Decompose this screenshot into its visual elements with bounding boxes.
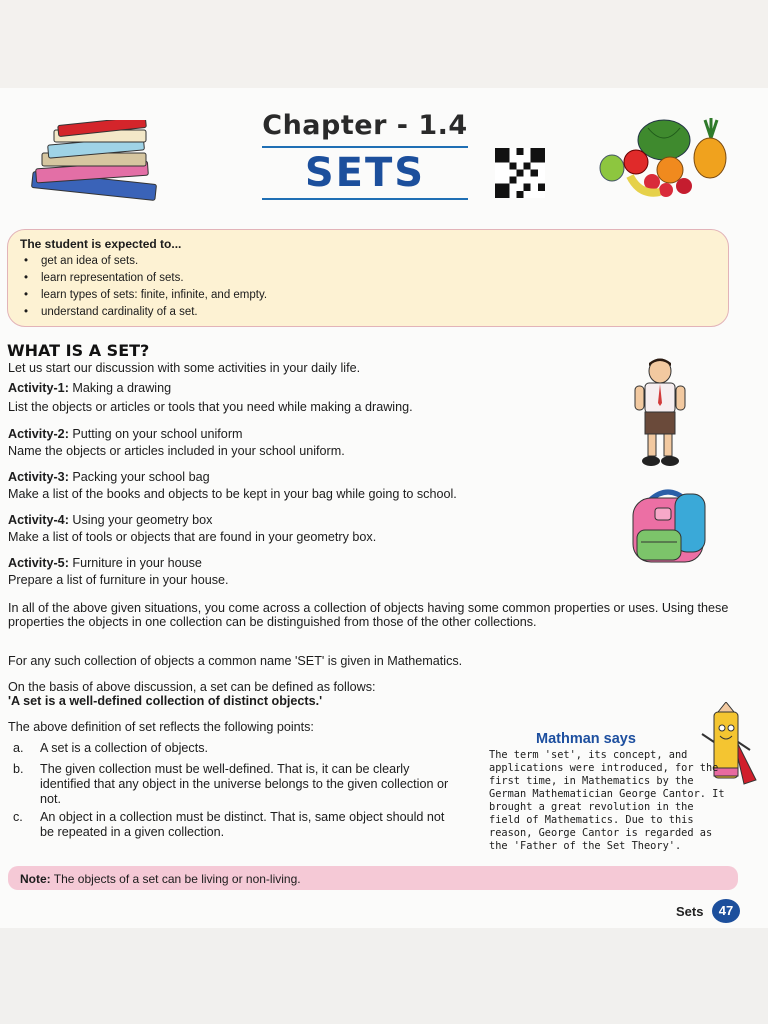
title-rule-top — [262, 146, 468, 148]
objective-item: • learn types of sets: finite, infinite, and empty. — [24, 287, 267, 304]
chapter-number: Chapter - 1.4 — [262, 110, 468, 141]
learning-objectives-box — [7, 229, 729, 327]
section-heading: WHAT IS A SET? — [7, 341, 150, 360]
note-label: Note: — [20, 872, 51, 886]
point-letter: c. — [13, 810, 23, 824]
chapter-title: SETS — [304, 150, 426, 196]
objective-item: • understand cardinality of a set. — [24, 304, 267, 321]
activity-title: Furniture in your house — [68, 556, 202, 570]
activity-title: Making a drawing — [68, 381, 172, 395]
activity-2-heading — [8, 427, 243, 442]
schoolboy-illustration — [625, 358, 695, 470]
objective-item: • learn representation of sets. — [24, 270, 267, 287]
bottom-margin — [0, 928, 768, 1024]
paragraph-definition-intro: On the basis of above discussion, a set can be defined as follows: — [8, 680, 376, 694]
activity-label: Activity-2: — [8, 427, 69, 441]
activity-4-description: Make a list of tools or objects that are found in your geometry box. — [8, 530, 377, 544]
activity-4-heading — [8, 513, 212, 528]
point-text: A set is a collection of objects. — [40, 741, 209, 755]
point-text: The given collection must be well-defined. That is, it can be clearly identified that any object in the universe belongs to the given collection or not. — [40, 762, 449, 806]
activity-3-description: Make a list of the books and objects to be kept in your bag while going to school. — [8, 487, 457, 501]
activity-3-heading — [8, 470, 210, 485]
fruits-illustration — [590, 110, 740, 202]
activity-title: Putting on your school uniform — [68, 427, 243, 441]
mathman-says-text: The term 'set', its concept, and applications were introduced, for the first time, in Mathematics by the German Mathematician George Cantor. It brought a great revolution in the field of Mathematics. Due to this reason, George Cantor is regarded as the 'Father of the Set Theory'. — [489, 749, 725, 852]
point-a — [13, 741, 459, 756]
paragraph-points-intro: The above definition of set reflects the following points: — [8, 720, 314, 734]
section-intro: Let us start our discussion with some activities in your daily life. — [8, 361, 361, 375]
books-illustration — [28, 120, 168, 210]
point-text: An object in a collection must be distinct. That is, same object should not be repeated in a given collection. — [40, 810, 445, 839]
activity-1-heading — [8, 381, 171, 396]
footer-section-name: Sets — [676, 904, 704, 919]
page-number: 47 — [712, 899, 740, 923]
objectives-list — [24, 253, 267, 321]
note-body: The objects of a set can be living or non-living. — [50, 872, 301, 886]
point-letter: a. — [13, 741, 24, 755]
school-bag-illustration — [625, 488, 711, 568]
activity-label: Activity-4: — [8, 513, 69, 527]
activity-label: Activity-5: — [8, 556, 69, 570]
chapter-title-block — [262, 110, 468, 200]
activity-title: Using your geometry box — [68, 513, 213, 527]
point-c — [13, 810, 459, 840]
activity-5-description: Prepare a list of furniture in your house. — [8, 573, 229, 587]
note-text — [20, 872, 301, 886]
set-definition: 'A set is a well-defined collection of distinct objects.' — [8, 694, 323, 708]
point-letter: b. — [13, 762, 24, 776]
activity-label: Activity-3: — [8, 470, 69, 484]
activity-1-description: List the objects or articles or tools that you need while making a drawing. — [8, 400, 413, 414]
objective-item: • get an idea of sets. — [24, 253, 267, 270]
paragraph-collection: In all of the above given situations, you come across a collection of objects having some common properties or uses. Using these properties the objects in one collection can be distinguished from those of the other collections. — [8, 601, 729, 629]
activity-label: Activity-1: — [8, 381, 69, 395]
activity-2-description: Name the objects or articles included in your school uniform. — [8, 444, 345, 458]
note-box — [8, 866, 738, 890]
activity-title: Packing your school bag — [68, 470, 210, 484]
objectives-heading: The student is expected to... — [20, 237, 182, 251]
qr-code-icon[interactable] — [492, 148, 548, 198]
paragraph-set-name: For any such collection of objects a common name 'SET' is given in Mathematics. — [8, 654, 463, 668]
point-b — [13, 762, 459, 807]
title-rule-bottom — [262, 198, 468, 200]
activity-5-heading — [8, 556, 202, 571]
mathman-says-heading: Mathman says — [536, 731, 636, 747]
